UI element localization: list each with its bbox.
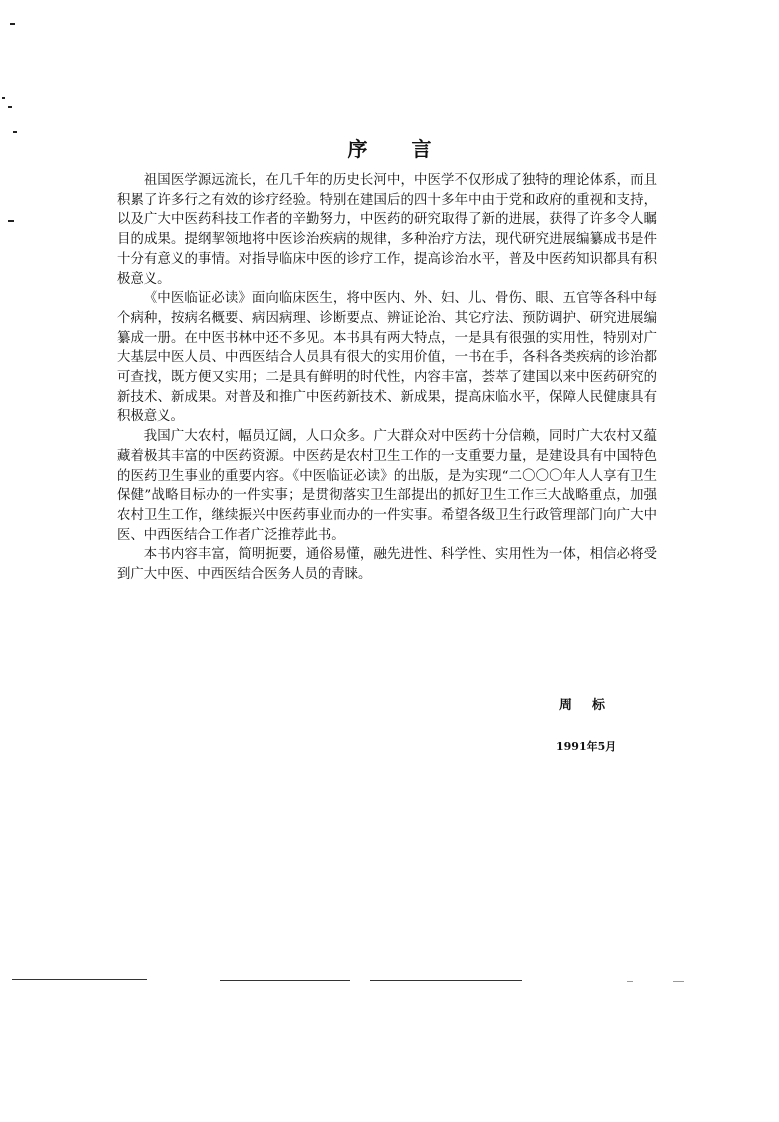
page-title: 序言	[347, 137, 476, 162]
paragraph: 我国广大农村，幅员辽阔，人口众多。广大群众对中医药十分信赖，同时广大农村又蕴藏着极其丰富的中医药资源。中医药是农村卫生工作的一支重要力量，是建设具有中国特色的医药卫生事业的重要内容。《中医临证必读》的出版，是为实现“二〇〇〇年人人享有卫生保健”战略目标办的一件实事；是贯彻落实卫生部提出的抓好卫生工作三大战略重点，加强农村卫生工作，继续振兴中医药事业而办的一件实事。希望各级卫生行政管理部门向广大中医、中西医结合工作者广泛推荐此书。	[117, 429, 657, 543]
scan-line	[673, 981, 684, 982]
scan-mark	[10, 23, 15, 25]
scan-line	[12, 979, 147, 980]
scan-line	[220, 980, 350, 981]
scan-line	[370, 980, 522, 981]
scan-mark	[8, 106, 12, 108]
scan-mark	[2, 97, 5, 99]
paragraph: 本书内容丰富，简明扼要，通俗易懂，融先进性、科学性、实用性为一体，相信必将受到广大中医、中西医结合医务人员的青睐。	[117, 547, 657, 583]
paragraph: 《中医临证必读》面向临床医生，将中医内、外、妇、儿、骨伤、眼、五官等各科中每个病种，按病名概要、病因病理、诊断要点、辨证论治、其它疗法、预防调护、研究进展编纂成一册。在中医书林中还不多见。本书具有两大特点，一是具有很强的实用性，特别对广大基层中医人员、中西医结合人员具有很大的实用价值，一书在手，各科各类疾病的诊治都可查找，既方便又实用；二是具有鲜明的时代性，内容丰富，荟萃了建国以来中医药研究的新技术、新成果。对普及和推广中医药新技术、新成果，提高床临水平，保障人民健康具有积极意义。	[117, 291, 657, 425]
paragraph: 祖国医学源远流长，在几千年的历史长河中，中医学不仅形成了独特的理论体系，而且积累了许多行之有效的诊疗经验。特别在建国后的四十多年中由于党和政府的重视和支持，以及广大中医药科技工作者的辛勤努力，中医药的研究取得了新的进展，获得了许多令人瞩目的成果。提纲挈领地将中医诊治疾病的规律，多种治疗方法，现代研究进展编纂成书是件十分有意义的事情。对指导临床中医的诊疗工作，提高诊治水平，普及中医药知识都具有积极意义。	[117, 173, 657, 287]
scan-mark	[8, 220, 14, 222]
date: 1991年5月	[556, 740, 617, 753]
scan-line	[627, 981, 633, 982]
author-signature: 周标	[559, 698, 626, 713]
preface-body	[117, 171, 657, 585]
